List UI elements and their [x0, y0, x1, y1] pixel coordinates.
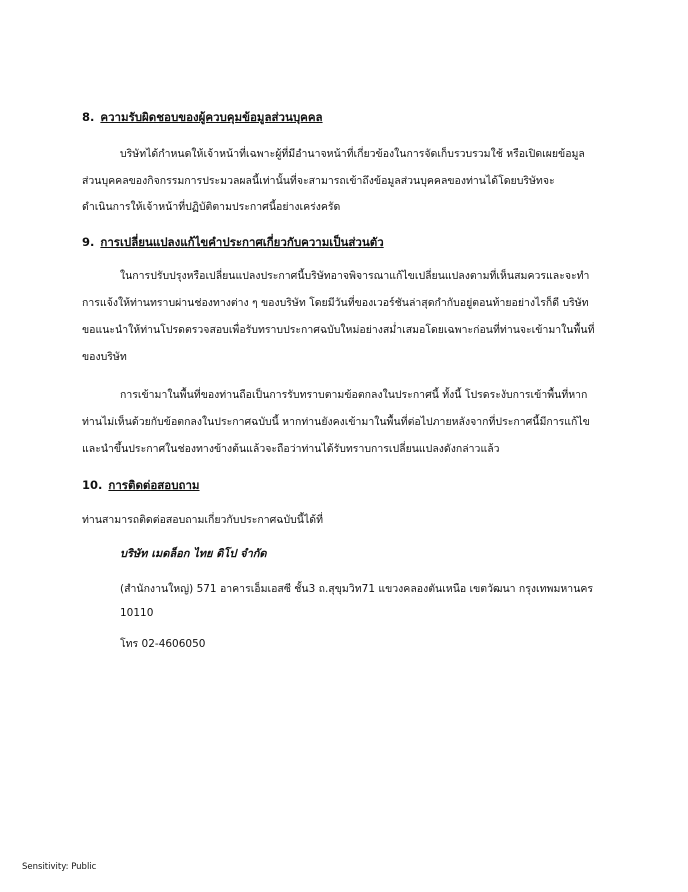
section-8-paragraph-1-line-2: ส่วนบุคคลของกิจกรรมการประมวลผลนี้เท่านั้นที่จะสามารถเข้าถึงข้อมูลส่วนบุคคลของท่านได้โดยบริษัทจะ — [82, 175, 555, 187]
section-8-title: ความรับผิดชอบของผู้ควบคุมข้อมูลส่วนบุคคล — [100, 110, 323, 124]
section-10-heading — [82, 477, 200, 493]
section-8-number: 8. — [82, 110, 95, 124]
company-name: บริษัท เมดล็อก ไทย ดิโป จำกัด — [120, 547, 267, 560]
section-9-title: การเปลี่ยนแปลงแก้ไขคำประกาศเกี่ยวกับความเป็นส่วนตัว — [100, 235, 384, 249]
address-line-1: (สำนักงานใหญ่) 571 อาคารเอ็มเอสซี ชั้น3 ถ.สุขุมวิท71 แขวงคลองตันเหนือ เขตวัฒนา กรุงเทพมหานคร — [120, 583, 594, 595]
section-9-paragraph-1-line-3: ขอแนะนำให้ท่านโปรดตรวจสอบเพื่อรับทราบประกาศฉบับใหม่อย่างสม่ำเสมอโดยเฉพาะก่อนที่ท่านจะเข้ามาในพื้นที่ — [82, 324, 595, 336]
section-9-paragraph-2-line-2: ท่านไม่เห็นด้วยกับข้อตกลงในประกาศฉบับนี้ หากท่านยังคงเข้ามาในพื้นที่ต่อไปภายหลังจากที่ประกาศนี้มีการแก้ไข — [82, 416, 590, 428]
section-9-paragraph-1-line-4: ของบริษัท — [82, 351, 127, 363]
section-9-paragraph-2-line-3: และนำขึ้นประกาศในช่องทางข้างต้นแล้วจะถือว่าท่านได้รับทราบการเปลี่ยนแปลงดังกล่าวแล้ว — [82, 443, 500, 455]
phone-number: โทร 02-4606050 — [120, 638, 206, 650]
section-9-paragraph-1-line-1: ในการปรับปรุงหรือเปลี่ยนแปลงประกาศนี้บริษัทอาจพิจารณาแก้ไขเปลี่ยนแปลงตามที่เห็นสมควรและจะทำ — [120, 270, 590, 282]
section-8-heading — [82, 109, 323, 125]
section-9-paragraph-2-line-1: การเข้ามาในพื้นที่ของท่านถือเป็นการรับทราบตามข้อตกลงในประกาศนี้ ทั้งนี้ โปรดระงับการเข้าพื้นที่หาก — [120, 389, 588, 401]
section-10-title: การติดต่อสอบถาม — [108, 478, 200, 492]
address-line-2: 10110 — [120, 607, 154, 619]
section-9-paragraph-1-line-2: การแจ้งให้ท่านทราบผ่านช่องทางต่าง ๆ ของบริษัท โดยมีวันที่ของเวอร์ชันล่าสุดกำกับอยู่ตอนท้ายอย่างไรก็ดี บริษัท — [82, 297, 589, 309]
sensitivity-label: Sensitivity: Public — [22, 862, 97, 872]
contact-intro: ท่านสามารถติดต่อสอบถามเกี่ยวกับประกาศฉบับนี้ได้ที่ — [82, 514, 323, 526]
section-9-heading — [82, 234, 384, 250]
section-8-paragraph-1-line-1: บริษัทได้กำหนดให้เจ้าหน้าที่เฉพาะผู้ที่มีอำนาจหน้าที่เกี่ยวข้องในการจัดเก็บรวบรวมใช้ หรือเปิดเผยข้อมูล — [120, 148, 585, 160]
section-8-paragraph-1-line-3: ดำเนินการให้เจ้าหน้าที่ปฏิบัติตามประกาศนี้อย่างเคร่งครัด — [82, 201, 341, 213]
section-10-number: 10. — [82, 478, 103, 492]
section-9-number: 9. — [82, 235, 95, 249]
